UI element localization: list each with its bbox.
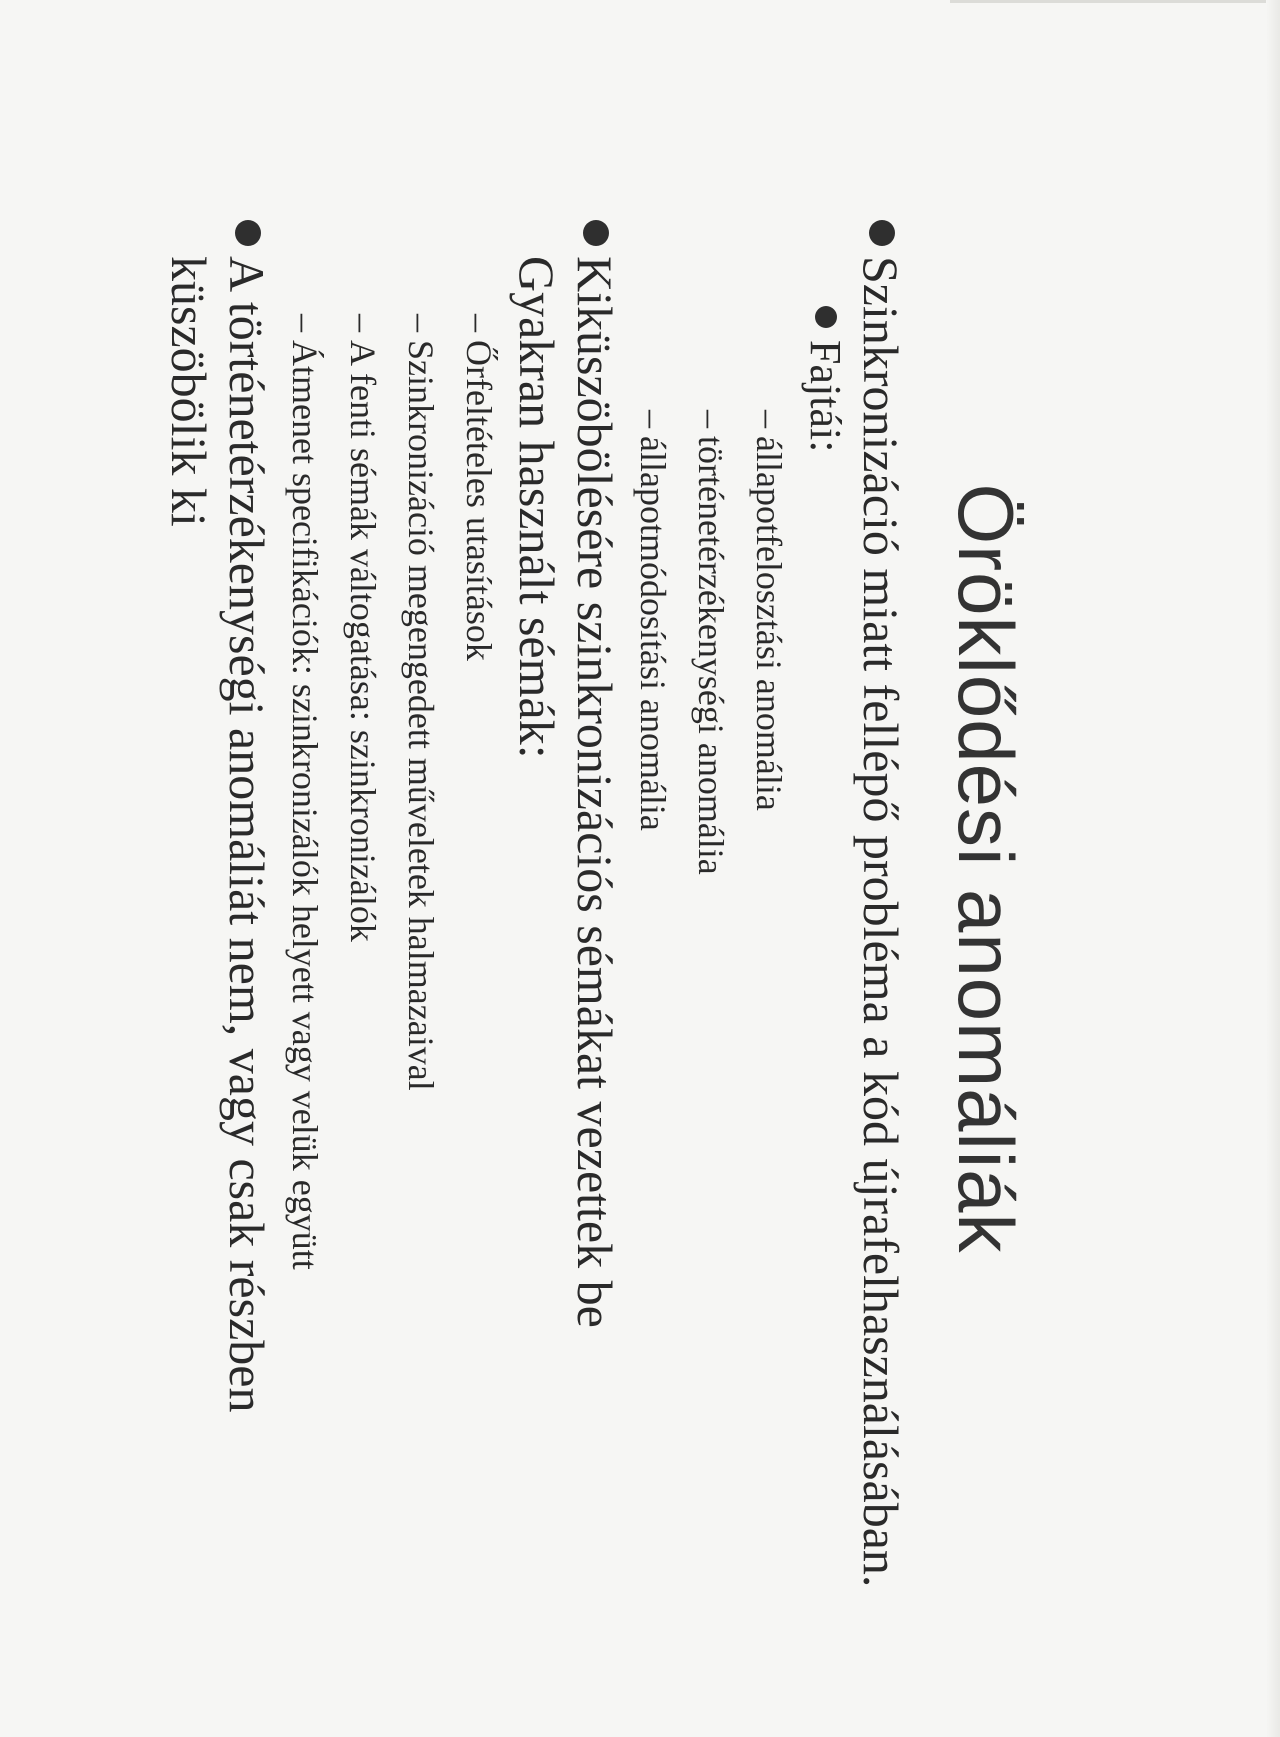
dash-icon: – [285, 314, 325, 332]
dash-icon: – [691, 410, 731, 428]
bullet-text: Szinkronizáció miatt fellépő probléma a kód újrafelhasználásában. [853, 256, 909, 1588]
dash-icon: – [749, 410, 789, 428]
bullet-dot-icon [583, 220, 609, 246]
dash-item-text: állapotfelosztási anomália [749, 436, 789, 811]
plain-line-text: Gyakran használt sémák: [509, 256, 565, 759]
slide-title: Öröklődési anomáliák [942, 483, 1030, 1254]
sub-bullet-item [798, 220, 852, 1600]
dash-item [334, 220, 392, 1600]
bullet-item [566, 220, 624, 1600]
plain-line [508, 220, 566, 1600]
dash-item [740, 220, 798, 1600]
bullet-dot-icon [815, 306, 837, 328]
bullet-dot-icon [869, 220, 895, 246]
sub-bullet-text: Fajtái: [801, 340, 850, 453]
bullet-text: A történetérzékenységi anomáliát nem, vagy csak részben küszöbölik ki [161, 256, 275, 1413]
bullet-item [160, 220, 276, 1600]
dash-item [624, 220, 682, 1600]
dash-item-text: A fenti sémák váltogatása: szinkronizálók [343, 340, 383, 942]
dash-item [392, 220, 450, 1600]
dash-item-text: Szinkronizáció megengedett műveletek halmazaival [401, 340, 441, 1091]
slide-bullet-list [160, 220, 910, 1600]
dash-icon: – [459, 314, 499, 332]
dash-item [682, 220, 740, 1600]
bullet-dot-icon [235, 220, 261, 246]
dash-item-text: állapotmódosítási anomália [633, 436, 673, 831]
dash-icon: – [633, 410, 673, 428]
dash-item [450, 220, 508, 1600]
dash-item-text: történetérzékenységi anomália [691, 436, 731, 875]
dash-icon: – [343, 314, 383, 332]
dash-item-text: Átmenet specifikációk: szinkronizálók helyett vagy velük együtt [285, 340, 325, 1270]
bullet-item [852, 220, 910, 1600]
dash-item [276, 220, 334, 1600]
dash-item-text: Őrfeltételes utasítások [459, 340, 499, 661]
bullet-text: Kiküszöbölésére szinkronizációs sémákat vezettek be [567, 256, 623, 1328]
dash-icon: – [401, 314, 441, 332]
